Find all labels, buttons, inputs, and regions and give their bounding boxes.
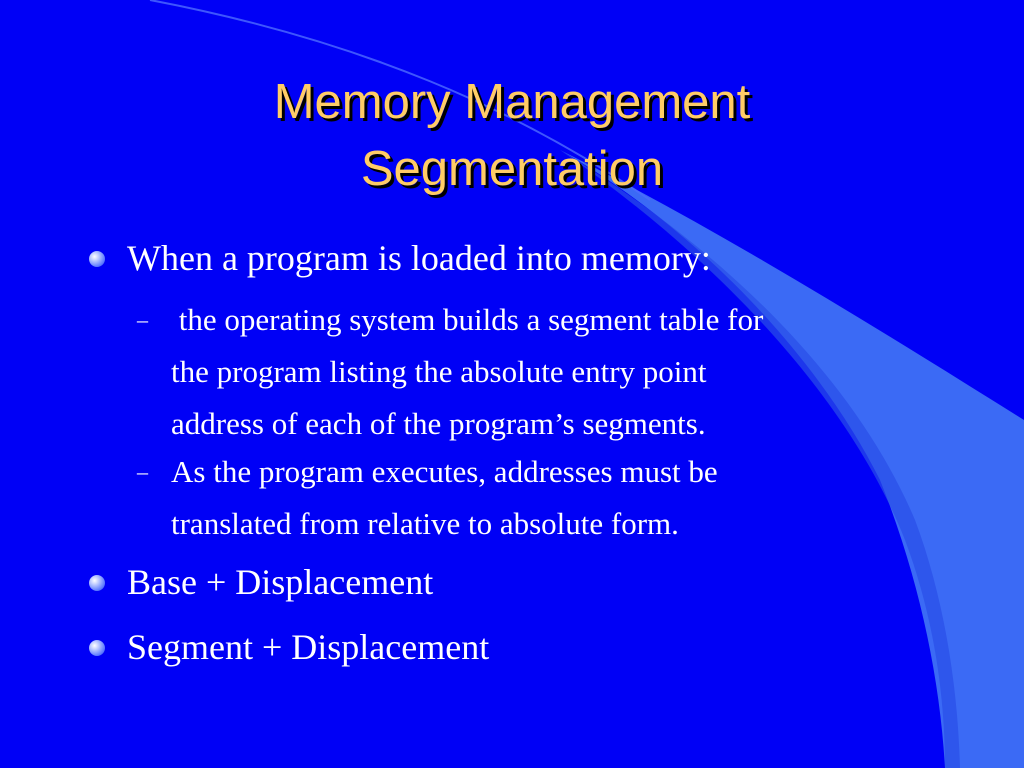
sub-bullet-line: the operating system builds a segment table for (171, 302, 764, 337)
bullet-dot-icon (89, 251, 105, 267)
bullet-dot-icon (89, 575, 105, 591)
sub-bullet-line: As the program executes, addresses must be (171, 454, 718, 489)
bullet-text: Segment + Displacement (127, 627, 490, 667)
bullet-text: Base + Displacement (127, 562, 434, 602)
sub-bullet-line: the program listing the absolute entry point (171, 354, 707, 389)
sub-bullet-line: translated from relative to absolute form. (171, 506, 679, 541)
bullet-dot-icon (89, 640, 105, 656)
sub-bullet-dash: – (137, 459, 148, 484)
sub-bullet-text (171, 294, 941, 450)
sub-bullet-dash: – (137, 307, 148, 332)
slide-title-line-1: Memory Management (273, 75, 751, 129)
sub-bullet-text (171, 446, 941, 550)
sub-bullet-line: address of each of the program’s segments. (171, 406, 706, 441)
slide-title-line-2: Segmentation (360, 142, 664, 196)
bullet-text: When a program is loaded into memory: (127, 238, 711, 278)
